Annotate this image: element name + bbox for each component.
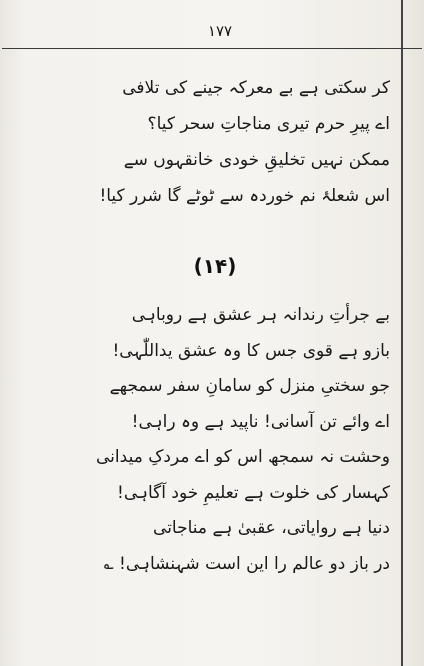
poem-stanza-1 bbox=[64, 70, 390, 214]
verse-line: در باز دو عالم را این است شہنشاہی! ؎ bbox=[103, 553, 390, 574]
poem-stanza-2 bbox=[64, 298, 390, 582]
header-rule bbox=[2, 48, 422, 49]
margin-rule bbox=[401, 0, 403, 666]
verse-line: وحشت نہ سمجھ اس کو اے مردکِ میدانی bbox=[96, 447, 390, 467]
verse-line: اے پیرِ حرم تیری مناجاتِ سحر کیا؟ bbox=[147, 114, 390, 134]
verse-line: کہسار کی خلوت ہے تعلیمِ خود آگاہی! bbox=[117, 482, 390, 503]
verse-line: بازو ہے قوی جس کا وہ عشق یداللّٰہی! bbox=[112, 340, 390, 361]
page-number: ۱۷۷ bbox=[207, 22, 233, 40]
verse-line: کر سکتی ہے بے معرکہ جینے کی تلافی bbox=[122, 78, 390, 98]
verse-line: دنیا ہے روایاتی، عقبیٰ ہے مناجاتی bbox=[153, 518, 390, 538]
verse-line: اے وائے تن آسانی! ناپید ہے وہ راہی! bbox=[131, 411, 390, 432]
verse-line: جو سختیِ منزل کو سامانِ سفر سمجھے bbox=[109, 376, 390, 396]
poem-number-heading: (۱۴) bbox=[193, 254, 237, 278]
verse-line: اس شعلۂ نم خوردہ سے ٹوٹے گا شرر کیا! bbox=[99, 186, 390, 206]
verse-line: بے جرأتِ رندانہ ہر عشق ہے روباہی bbox=[131, 305, 390, 325]
verse-line: ممکن نہیں تخلیقِ خودی خانقہوں سے bbox=[123, 150, 390, 170]
